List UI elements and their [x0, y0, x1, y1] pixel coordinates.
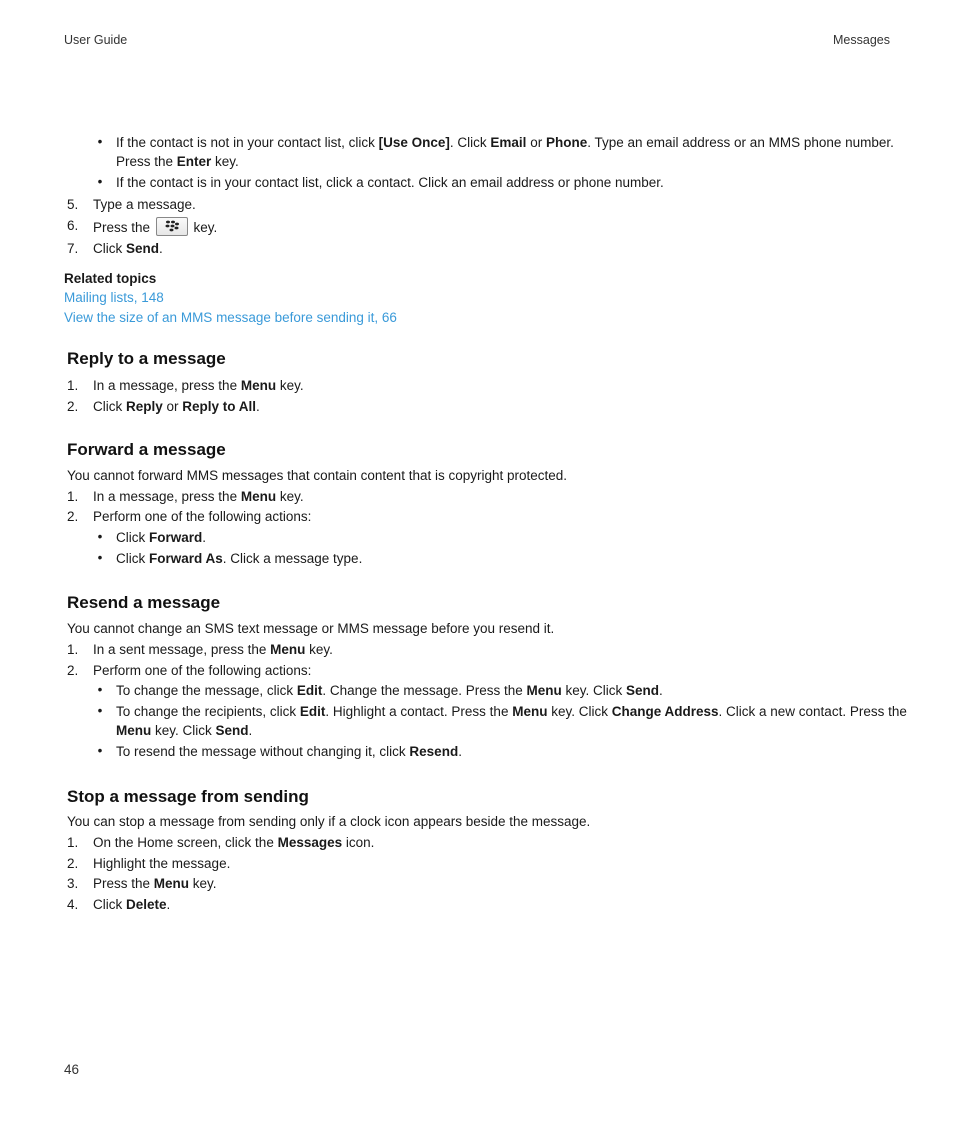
bullet-icon: • [97, 529, 103, 544]
step-number: 1. [67, 378, 79, 393]
forward-note: You cannot forward MMS messages that contain content that is copyright protected. [67, 468, 568, 483]
section-heading-resend: Resend a message [67, 593, 221, 612]
intro-bullet-1-line2: Press the Enter key. [116, 154, 239, 169]
step-number: 6. [67, 218, 79, 233]
reply-step-2: Click Reply or Reply to All. [93, 399, 260, 414]
bullet-icon: • [97, 743, 103, 758]
forward-step-1: In a message, press the Menu key. [93, 489, 304, 504]
forward-bullet-2: Click Forward As. Click a message type. [116, 551, 363, 566]
section-heading-reply: Reply to a message [67, 349, 226, 368]
related-topics-title: Related topics [64, 271, 157, 286]
intro-bullet-1: If the contact is not in your contact list, click [Use Once]. Click Email or Phone. Type an email address or an MMS phone number. [116, 135, 894, 150]
step-number: 3. [67, 876, 79, 891]
resend-bullet-2-line2: Menu key. Click Send. [116, 723, 253, 738]
bullet-icon: • [97, 550, 103, 565]
step-number: 2. [67, 856, 79, 871]
step-number: 5. [67, 197, 79, 212]
step-5: Type a message. [93, 197, 196, 212]
bullet-icon: • [97, 682, 103, 697]
section-heading-forward: Forward a message [67, 440, 226, 459]
reply-step-1: In a message, press the Menu key. [93, 378, 304, 393]
step-number: 7. [67, 241, 79, 256]
stop-step-3: Press the Menu key. [93, 876, 217, 891]
page-number: 46 [64, 1062, 80, 1077]
running-header-left: User Guide [64, 33, 128, 47]
step-7: Click Send. [93, 241, 163, 256]
resend-bullet-1: To change the message, click Edit. Change the message. Press the Menu key. Click Send. [116, 683, 663, 698]
stop-step-4: Click Delete. [93, 897, 171, 912]
resend-bullet-3: To resend the message without changing it, click Resend. [116, 744, 462, 759]
step-number: 1. [67, 835, 79, 850]
running-header-right: Messages [833, 33, 890, 47]
intro-bullet-2: If the contact is in your contact list, click a contact. Click an email address or phone number. [116, 175, 664, 190]
step-6: Press the key. [93, 217, 217, 237]
resend-step-2: Perform one of the following actions: [93, 663, 312, 678]
step-number: 2. [67, 399, 79, 414]
resend-note: You cannot change an SMS text message or MMS message before you resend it. [67, 621, 555, 636]
blackberry-menu-key-icon [156, 217, 188, 236]
section-heading-stop: Stop a message from sending [67, 787, 309, 806]
bullet-icon: • [97, 134, 103, 149]
resend-step-1: In a sent message, press the Menu key. [93, 642, 333, 657]
related-link-mms-size[interactable]: View the size of an MMS message before sending it, 66 [64, 310, 397, 325]
resend-bullet-2: To change the recipients, click Edit. Highlight a contact. Press the Menu key. Click Change Address. Click a new contact. Press the [116, 704, 907, 719]
step-number: 1. [67, 489, 79, 504]
forward-step-2: Perform one of the following actions: [93, 509, 312, 524]
stop-step-1: On the Home screen, click the Messages icon. [93, 835, 375, 850]
bullet-icon: • [97, 174, 103, 189]
step-number: 4. [67, 897, 79, 912]
forward-bullet-1: Click Forward. [116, 530, 207, 545]
stop-step-2: Highlight the message. [93, 856, 231, 871]
related-link-mailing-lists[interactable]: Mailing lists, 148 [64, 290, 164, 305]
step-number: 2. [67, 509, 79, 524]
stop-note: You can stop a message from sending only if a clock icon appears beside the message. [67, 814, 591, 829]
bullet-icon: • [97, 703, 103, 718]
step-number: 1. [67, 642, 79, 657]
step-number: 2. [67, 663, 79, 678]
